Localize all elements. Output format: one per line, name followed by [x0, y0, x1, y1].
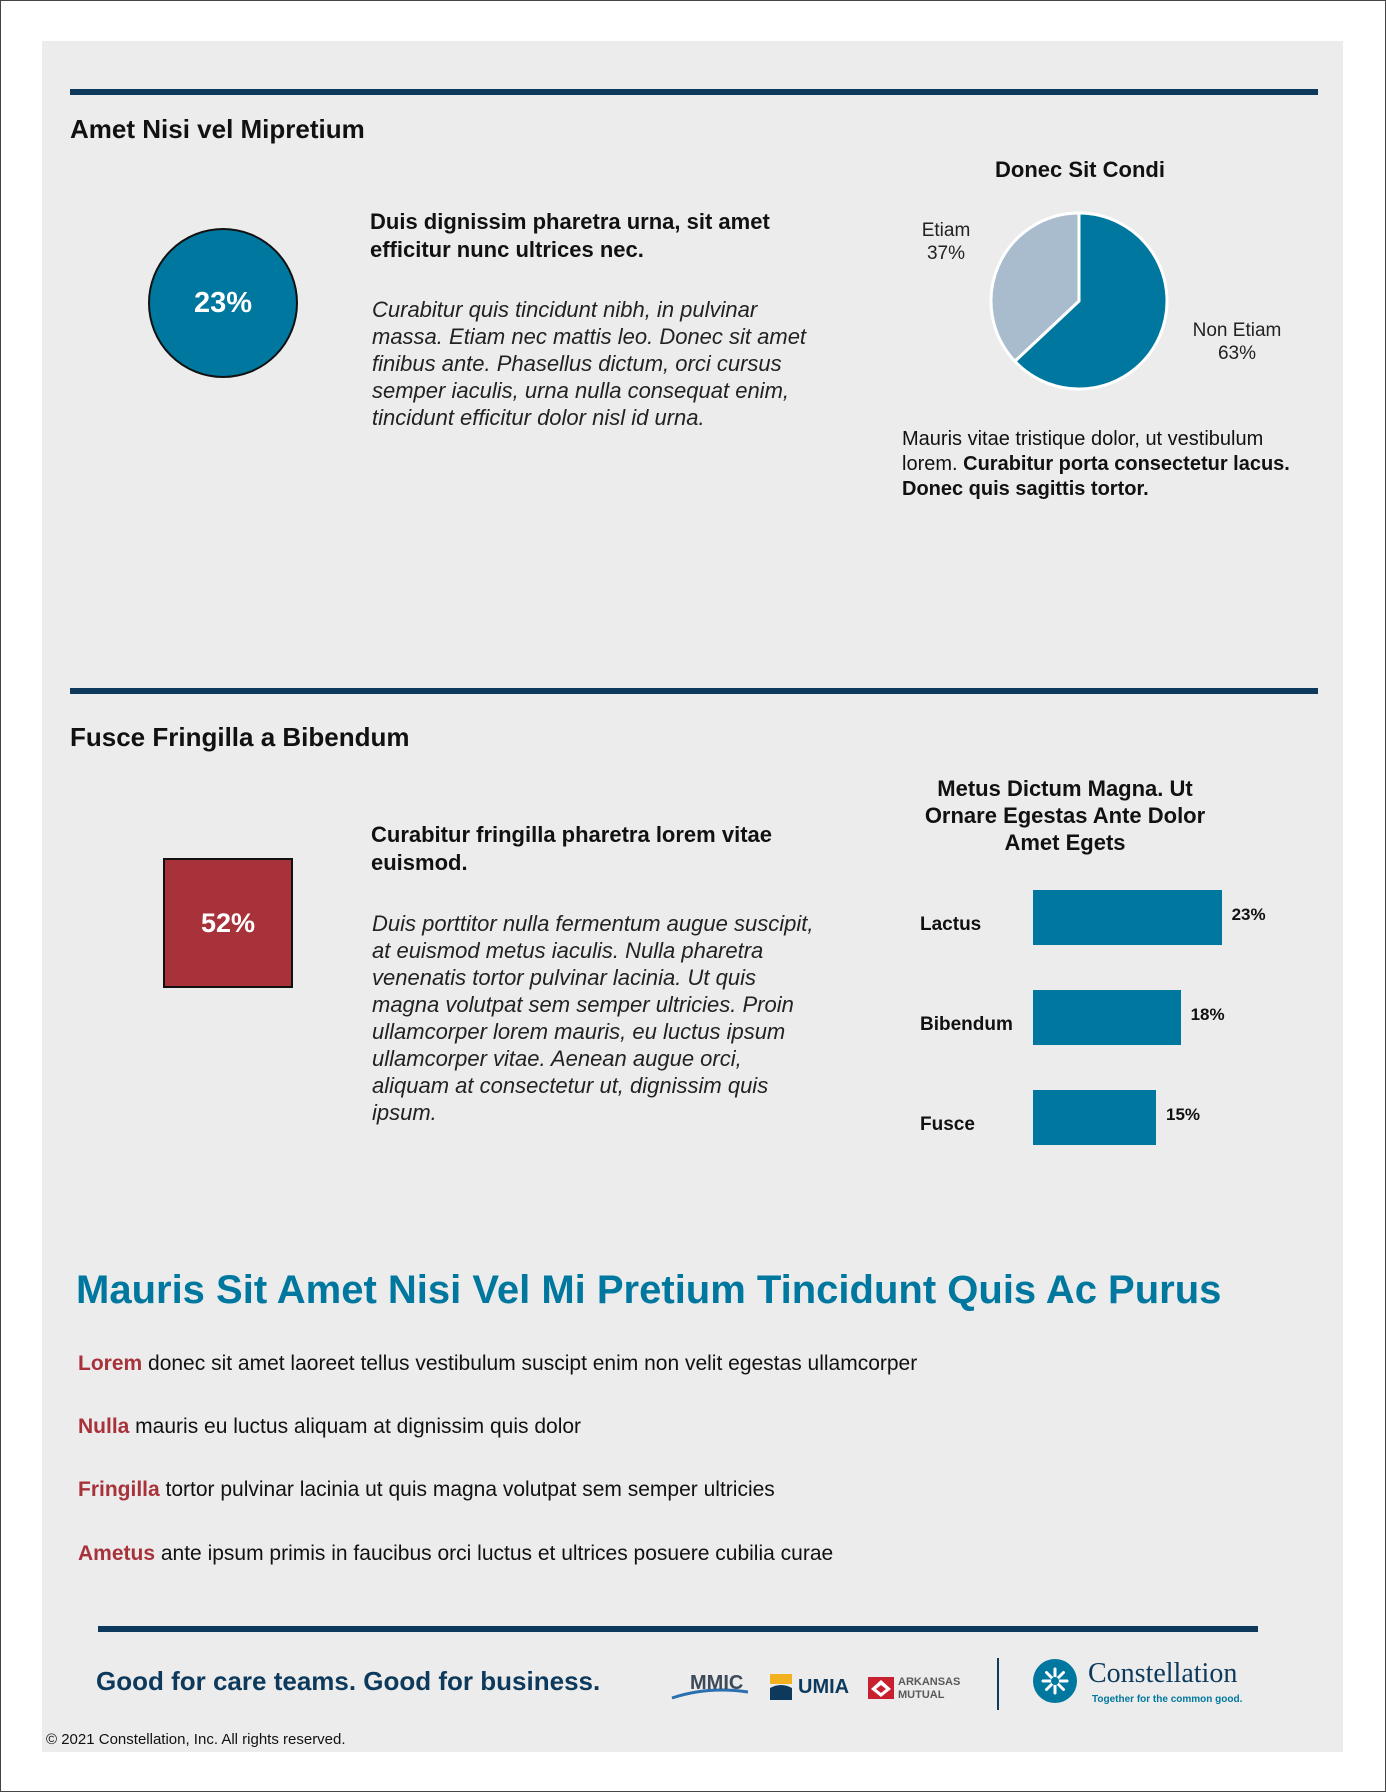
bar-value-label: 18% [1190, 1005, 1225, 1024]
footer-divider [997, 1658, 999, 1710]
bar-chart-title: Metus Dictum Magna. Ut Ornare Egestas Ante Dolor Amet Egets [924, 776, 1206, 855]
bar-value-label: 15% [1166, 1105, 1201, 1124]
bullet-text: ante ipsum primis in faucibus orci luctus et ultrices posuere cubilia curae [155, 1542, 834, 1565]
bar-category-label: Bibendum [920, 1014, 1013, 1035]
bar-value-label: 23% [1231, 905, 1266, 924]
section1-title: Amet Nisi vel Mipretium [70, 114, 365, 144]
bar-category-label: Fusce [920, 1114, 975, 1135]
bullet-text: tortor pulvinar lacinia ut quis magna volutpat sem semper ultricies [159, 1478, 775, 1501]
arkansas-logo-line2: MUTUAL [898, 1689, 945, 1701]
pie-note [902, 427, 1302, 502]
bullet-item [78, 1352, 917, 1376]
footer-tagline: Good for care teams. Good for business. [96, 1666, 601, 1696]
bullet-item [78, 1542, 833, 1566]
section2-lead: Curabitur fringilla pharetra lorem vitae euismod. [371, 822, 772, 875]
bar-lactus [1033, 890, 1222, 945]
pie-chart-title: Donec Sit Condi [995, 157, 1165, 182]
bar-chart [900, 890, 1300, 1160]
mmic-logo-text: MMIC [690, 1672, 744, 1694]
copyright: © 2021 Constellation, Inc. All rights reserved. [46, 1731, 346, 1748]
section2-body: Duis porttitor nulla fermentum augue suscipit, at euismod metus iaculis. Nulla pharetra venenatis tortor pulvinar lacinia. Ut quis magna volutpat sem semper ultricies. Proin ullamcorper lorem mauris, eu luctus ipsum ullamcorper vitae. Aenean augue orci, aliquam at consectetur ut, dignissim quis ipsum. [372, 911, 814, 1125]
arkansas-logo-line1: ARKANSAS [898, 1676, 961, 1688]
constellation-logo-text: Constellation [1088, 1658, 1238, 1689]
arkansas-mutual-logo [868, 1672, 978, 1704]
stat-circle-value: 23% [193, 286, 253, 319]
footer-rule [98, 1626, 1258, 1632]
bullet-keyword: Nulla [78, 1415, 130, 1438]
stat-circle [148, 228, 298, 378]
stat-square-value: 52% [200, 907, 256, 938]
mmic-logo [668, 1670, 752, 1704]
pie-label-non-etiam-value: 63% [1217, 343, 1257, 364]
pie-label-etiam-name: Etiam [921, 220, 971, 241]
bar-category-label: Lactus [920, 914, 982, 935]
pie-label-non-etiam-name: Non Etiam [1192, 320, 1282, 341]
bullet-text: donec sit amet laoreet tellus vestibulum suscipt enim non velit egestas ullamcorper [142, 1352, 918, 1375]
bullet-text: mauris eu luctus aliquam at dignissim quis dolor [129, 1415, 582, 1438]
bar-fusce [1033, 1090, 1156, 1145]
umia-logo-text: UMIA [798, 1676, 850, 1698]
bullet-keyword: Ametus [78, 1542, 156, 1565]
pie-chart [985, 207, 1173, 395]
pie-note-bold: Curabitur porta consectetur lacus. Donec quis sagittis tortor. [902, 453, 1290, 500]
bullet-keyword: Fringilla [78, 1478, 160, 1501]
bullet-item [78, 1415, 581, 1439]
pie-label-etiam-value: 37% [926, 243, 966, 264]
arkansas-diamond-icon [868, 1677, 894, 1699]
main-heading: Mauris Sit Amet Nisi Vel Mi Pretium Tincidunt Quis Ac Purus [76, 1268, 1222, 1312]
umia-emblem-icon [770, 1674, 792, 1700]
constellation-tagline: Together for the common good. [1092, 1694, 1243, 1705]
section-rule-middle [70, 688, 1318, 694]
bar-bibendum [1033, 990, 1181, 1045]
stat-square [163, 858, 293, 988]
section-rule-top [70, 89, 1318, 95]
umia-logo [770, 1672, 854, 1704]
pie-label-non-etiam [1182, 319, 1292, 365]
bullet-item [78, 1478, 775, 1502]
section1-body: Curabitur quis tincidunt nibh, in pulvinar massa. Etiam nec mattis leo. Donec sit amet finibus ante. Phasellus dictum, orci cursus semper iaculis, urna nulla consequat enim, tincidunt efficitur dolor nisl id urna. [372, 297, 807, 430]
section1-lead: Duis dignissim pharetra urna, sit amet efficitur nunc ultrices nec. [370, 209, 770, 262]
constellation-logo [1032, 1656, 1262, 1712]
constellation-star-icon [1032, 1658, 1078, 1704]
pie-note-plain: Mauris vitae tristique dolor, ut vestibulum lorem. [902, 428, 1264, 475]
bullet-keyword: Lorem [78, 1352, 143, 1375]
section2-title: Fusce Fringilla a Bibendum [70, 722, 410, 752]
pie-label-etiam [906, 219, 986, 265]
